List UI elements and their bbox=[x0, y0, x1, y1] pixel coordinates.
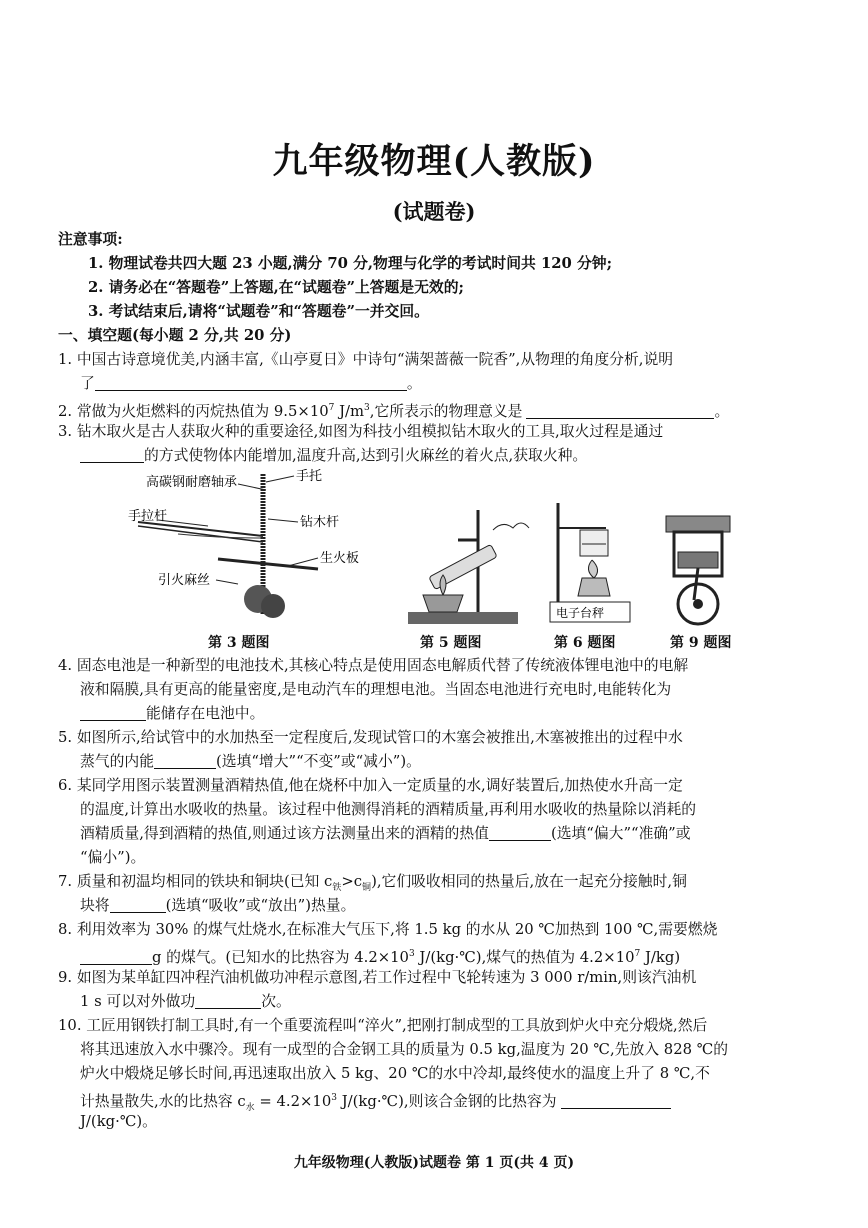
lower-text-block bbox=[58, 654, 818, 1134]
question-1-line: 了 。 bbox=[80, 375, 422, 392]
label-bearing: 高碳钢耐磨轴承 bbox=[146, 475, 238, 490]
section-heading: 一、填空题(每小题 2 分,共 20 分) bbox=[58, 327, 292, 344]
upper-text-block bbox=[58, 228, 818, 468]
figure-caption: 第 9 题图 bbox=[670, 635, 732, 651]
question-2-line: 2. 常做为火炬燃料的丙烷热值为 $9.5\times 10^7$ $J/m^3$,它所表示的物理意义是 。 bbox=[58, 402, 730, 420]
figure-caption: 第 3 题图 bbox=[208, 635, 270, 651]
answer-blank[interactable] bbox=[526, 402, 714, 419]
question-4-line: 4. 固态电池是一种新型的电池技术,其核心特点是使用固态电解质代替了传统液体锂电池中的电解 bbox=[58, 657, 689, 674]
question-5-line: 蒸气的内能 (选填“增大”“不变”或“减小”)。 bbox=[80, 753, 421, 770]
notice-item: 1. 物理试卷共四大题 23 小题,满分 70 分,物理与化学的考试时间共 120 分钟; bbox=[88, 255, 613, 272]
question-10-line: J/(kg·℃)。 bbox=[80, 1113, 157, 1130]
question-3-line: 3. 钻木取火是古人获取火种的重要途径,如图为科技小组模拟钻木取火的工具,取火过程是通过 bbox=[58, 423, 664, 440]
question-5-line: 5. 如图所示,给试管中的水加热至一定程度后,发现试管口的木塞会被推出,木塞被推出的过程中水 bbox=[58, 729, 683, 746]
question-10-line: 10. 工匠用钢铁打制工具时,有一个重要流程叫“淬火”,把刚打制成型的工具放到炉火中充分煅烧,然后 bbox=[58, 1017, 708, 1034]
notice-item: 2. 请务必在“答题卷”上答题,在“试题卷”上答题是无效的; bbox=[88, 279, 464, 296]
question-4-line: 能储存在电池中。 bbox=[58, 702, 818, 726]
question-7-line: 7. 质量和初温均相同的铁块和铜块(已知 $c_铁>c_铜$),它们吸收相同的热量后,放在一起充分接触时,铜 bbox=[58, 873, 687, 893]
question-4-line: 液和隔膜,具有更高的能量密度,是电动汽车的理想电池。当固态电池进行充电时,电能转化为 bbox=[80, 681, 672, 698]
label-hand-rest: 手托 bbox=[296, 469, 323, 484]
question-8-line: g 的煤气。(已知水的比热容为 $4.2\times 10^3$ J/(kg·℃),煤气的热值为 $4.2\times 10^7$ J/kg) bbox=[58, 942, 818, 966]
label-electronic-scale: 电子台秤 bbox=[556, 606, 605, 620]
notice-heading: 注意事项: bbox=[58, 231, 123, 248]
fire-drill-diagram bbox=[118, 464, 378, 629]
question-8-line: 8. 利用效率为 30% 的煤气灶烧水,在标准大气压下,将 1.5 kg 的水从 20 ℃加热到 100 ℃,需要燃烧 bbox=[58, 921, 718, 938]
test-tube-heating-diagram bbox=[398, 500, 538, 625]
page-subtitle: (试题卷) bbox=[392, 199, 476, 224]
page-title: 九年级物理(人教版) bbox=[272, 141, 596, 182]
question-6-line: 酒精质量,得到酒精的热值,则通过该方法测量出来的酒精的热值 (选填“偏大”“准确”或 bbox=[80, 825, 691, 842]
figure-caption: 第 6 题图 bbox=[554, 635, 616, 651]
answer-blank[interactable] bbox=[489, 824, 551, 841]
answer-blank[interactable] bbox=[80, 704, 146, 721]
figure-row bbox=[118, 464, 758, 654]
label-tinder: 引火麻丝 bbox=[158, 573, 211, 588]
engine-stroke-diagram bbox=[658, 512, 738, 627]
question-9-line: 1 s 可以对外做功 次。 bbox=[80, 993, 291, 1010]
answer-blank[interactable] bbox=[110, 896, 166, 913]
figure-caption: 第 5 题图 bbox=[420, 635, 482, 651]
question-1-line: 1. 中国古诗意境优美,内涵丰富,《山亭夏日》中诗句“满架蔷薇一院香”,从物理的角度分析,说明 bbox=[58, 351, 674, 368]
label-pull-rod: 手拉杆 bbox=[128, 509, 168, 524]
question-10-line: 计热量散失,水的比热容 $c_水 = 4.2\times 10^3$ J/(kg·℃),则该合金钢的比热容为 bbox=[58, 1086, 818, 1110]
answer-blank[interactable] bbox=[80, 948, 152, 965]
page-footer: 九年级物理(人教版)试题卷 第 1 页(共 4 页) bbox=[293, 1155, 575, 1171]
question-6-line: “偏小”)。 bbox=[80, 849, 146, 866]
question-3-line: 的方式使物体内能增加,温度升高,达到引火麻丝的着火点,获取火种。 bbox=[58, 444, 818, 468]
answer-blank[interactable] bbox=[80, 446, 144, 463]
answer-blank[interactable] bbox=[195, 992, 261, 1009]
question-7-line: 块将 (选填“吸收”或“放出”)热量。 bbox=[80, 897, 356, 914]
answer-blank[interactable] bbox=[154, 752, 216, 769]
question-10-line: 炉火中煅烧足够长时间,再迅速取出放入 5 kg、20 ℃的水中冷却,最终使水的温度上升了 8 ℃,不 bbox=[80, 1065, 710, 1082]
question-10-line: 将其迅速放入水中骤冷。现有一成型的合金钢工具的质量为 0.5 kg,温度为 20 ℃,先放入 828 ℃的 bbox=[80, 1041, 729, 1058]
notice-item: 3. 考试结束后,请将“试题卷”和“答题卷”一并交回。 bbox=[88, 303, 429, 320]
label-fire-board: 生火板 bbox=[320, 551, 360, 566]
answer-blank[interactable] bbox=[95, 374, 407, 391]
question-6-line: 6. 某同学用图示装置测量酒精热值,他在烧杯中加入一定质量的水,调好装置后,加热使水升高一定 bbox=[58, 777, 683, 794]
question-6-line: 的温度,计算出水吸收的热量。该过程中他测得消耗的酒精质量,再利用水吸收的热量除以消耗的 bbox=[80, 801, 697, 818]
alcohol-heating-diagram bbox=[548, 498, 638, 628]
label-drill-rod: 钻木杆 bbox=[300, 515, 340, 530]
question-9-line: 9. 如图为某单缸四冲程汽油机做功冲程示意图,若工作过程中飞轮转速为 3 000 r/min,则该汽油机 bbox=[58, 969, 697, 986]
answer-blank[interactable] bbox=[561, 1092, 671, 1109]
